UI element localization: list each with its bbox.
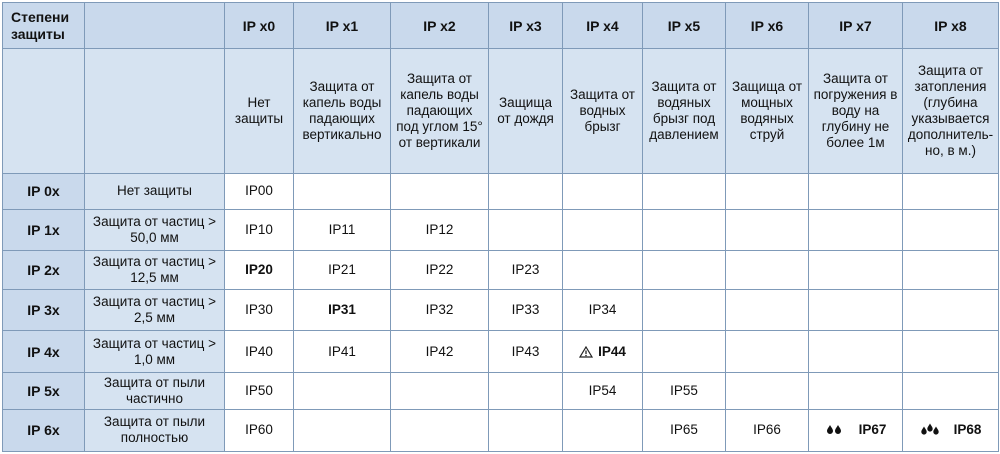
ip-code-cell (643, 409, 726, 451)
row-description: Защита от пыли полностью (85, 409, 225, 451)
description-empty-cell (3, 49, 85, 174)
table-row (3, 331, 999, 372)
ip-code-text: IP00 (245, 183, 273, 199)
column-description-ipx7: Защита от погружения в воду на глубину не более 1м (809, 49, 903, 174)
empty-cell (809, 209, 903, 250)
empty-cell (294, 409, 391, 451)
warning-triangle-icon (579, 346, 593, 358)
column-description-ipx6: Защища от мощных водяных струй (726, 49, 809, 174)
ip-code-cell (225, 290, 294, 331)
ip-code-cell (294, 331, 391, 372)
table-row (3, 409, 999, 451)
ip-code-cell (563, 290, 643, 331)
column-header-ipx1: IP x1 (294, 3, 391, 49)
ip-code-cell (391, 290, 489, 331)
empty-cell (489, 209, 563, 250)
ip-code-cell (563, 372, 643, 409)
empty-cell (489, 372, 563, 409)
empty-cell (391, 409, 489, 451)
row-description: Защита от частиц > 50,0 мм (85, 209, 225, 250)
row-header-label: IP 4x (3, 331, 85, 372)
ip-code-text: IP32 (425, 302, 454, 318)
ip-code-text: IP33 (511, 302, 540, 318)
ip-code-cell (489, 251, 563, 290)
ip-code-cell (225, 173, 294, 209)
ip-code-text: IP11 (328, 221, 356, 237)
ip-code-text: IP22 (425, 262, 454, 278)
empty-cell (643, 173, 726, 209)
ip-code-cell (489, 290, 563, 331)
ip-code-text: IP50 (245, 382, 273, 398)
empty-cell (643, 209, 726, 250)
ip-code-text: IP54 (588, 382, 617, 398)
ip-code-text: IP66 (753, 422, 781, 438)
ip-code-cell (225, 409, 294, 451)
ip-code-cell (563, 331, 643, 372)
ip-code-cell (643, 372, 726, 409)
empty-cell (643, 251, 726, 290)
ip-code-text: IP30 (245, 302, 273, 318)
ip-code-cell (294, 209, 391, 250)
empty-cell (903, 209, 999, 250)
table-row (3, 173, 999, 209)
empty-cell (489, 173, 563, 209)
ip-code-text: IP43 (511, 343, 540, 359)
empty-cell (903, 173, 999, 209)
ip-code-cell (294, 251, 391, 290)
empty-cell (726, 173, 809, 209)
empty-cell (809, 290, 903, 331)
empty-cell (726, 251, 809, 290)
empty-cell (809, 173, 903, 209)
empty-cell (391, 372, 489, 409)
column-header-ipx2: IP x2 (391, 3, 489, 49)
corner-empty-cell (85, 3, 225, 49)
column-description-ipx1: Защита от капель воды падающих вертикально (294, 49, 391, 174)
ip-code-text: IP60 (245, 422, 273, 438)
empty-cell (903, 331, 999, 372)
ip-code-cell (391, 251, 489, 290)
empty-cell (563, 409, 643, 451)
row-header-label: IP 2x (3, 251, 85, 290)
empty-cell (643, 331, 726, 372)
empty-cell (489, 409, 563, 451)
empty-cell (809, 251, 903, 290)
row-description: Защита от пыли частично (85, 372, 225, 409)
column-header-ipx3: IP x3 (489, 3, 563, 49)
ip-code-text: IP23 (511, 262, 540, 278)
empty-cell (563, 173, 643, 209)
ip-code-text: IP34 (588, 302, 617, 318)
empty-cell (563, 209, 643, 250)
ip-code-cell (225, 251, 294, 290)
ip-code-cell (294, 290, 391, 331)
ip-code-text: IP67 (858, 422, 887, 438)
empty-cell (903, 251, 999, 290)
ip-code-cell (225, 209, 294, 250)
empty-cell (903, 290, 999, 331)
empty-cell (726, 331, 809, 372)
empty-cell (809, 372, 903, 409)
table-row (3, 209, 999, 250)
empty-cell (294, 372, 391, 409)
row-header-label: IP 1x (3, 209, 85, 250)
ip-code-text: IP21 (328, 262, 356, 278)
column-description-ipx8: Защита от затопления (глубина указывается дополнитель-но, в м.) (903, 49, 999, 174)
empty-cell (563, 251, 643, 290)
row-description: Защита от частиц > 1,0 мм (85, 331, 225, 372)
row-header-label: IP 3x (3, 290, 85, 331)
row-description: Защита от частиц > 12,5 мм (85, 251, 225, 290)
ip-code-cell (225, 331, 294, 372)
column-description-row (3, 49, 999, 174)
column-header-ipx5: IP x5 (643, 3, 726, 49)
empty-cell (726, 372, 809, 409)
ip-code-cell (809, 409, 903, 451)
ip-code-cell (726, 409, 809, 451)
table-row (3, 290, 999, 331)
two-water-drops-icon (825, 422, 845, 436)
ip-code-text: IP55 (670, 382, 698, 398)
column-header-ipx7: IP x7 (809, 3, 903, 49)
ip-code-text: IP42 (425, 343, 454, 359)
column-header-ipx0: IP x0 (225, 3, 294, 49)
ip-code-text: IP44 (598, 343, 626, 359)
ip-code-text: IP12 (425, 221, 454, 237)
row-description: Нет защиты (85, 173, 225, 209)
ip-code-cell (903, 409, 999, 451)
column-header-ipx6: IP x6 (726, 3, 809, 49)
empty-cell (391, 173, 489, 209)
column-description-ipx3: Защища от дождя (489, 49, 563, 174)
empty-cell (903, 372, 999, 409)
ip-rating-table-frame (2, 2, 998, 452)
table-row (3, 251, 999, 290)
ip-code-cell (489, 331, 563, 372)
row-header-label: IP 0x (3, 173, 85, 209)
ip-code-cell (225, 372, 294, 409)
column-description-ipx5: Защита от водяных брызг под давлением (643, 49, 726, 174)
empty-cell (294, 173, 391, 209)
column-header-ipx8: IP x8 (903, 3, 999, 49)
empty-cell (809, 331, 903, 372)
column-header-ipx4: IP x4 (563, 3, 643, 49)
ip-code-text: IP10 (245, 221, 273, 237)
row-description: Защита от частиц > 2,5 мм (85, 290, 225, 331)
ip-rating-table (2, 2, 999, 452)
table-row (3, 372, 999, 409)
ip-code-text: IP65 (670, 422, 698, 438)
column-description-ipx2: Защита от капель воды падающих под углом 15° от вертикали (391, 49, 489, 174)
ip-code-text: IP20 (245, 262, 273, 278)
empty-cell (643, 290, 726, 331)
three-water-drops-icon (920, 422, 940, 436)
ip-code-cell (391, 209, 489, 250)
column-description-ipx0: Нет защиты (225, 49, 294, 174)
row-header-label: IP 5x (3, 372, 85, 409)
ip-code-text: IP41 (328, 343, 356, 359)
empty-cell (726, 209, 809, 250)
corner-label: Степени защиты (3, 3, 85, 49)
ip-code-text: IP31 (328, 302, 356, 318)
column-header-row (3, 3, 999, 49)
row-header-label: IP 6x (3, 409, 85, 451)
ip-code-text: IP40 (245, 343, 273, 359)
column-description-ipx4: Защита от водных брызг (563, 49, 643, 174)
description-empty-cell (85, 49, 225, 174)
ip-code-cell (391, 331, 489, 372)
table-body (3, 3, 999, 452)
ip-code-text: IP68 (953, 422, 982, 438)
empty-cell (726, 290, 809, 331)
